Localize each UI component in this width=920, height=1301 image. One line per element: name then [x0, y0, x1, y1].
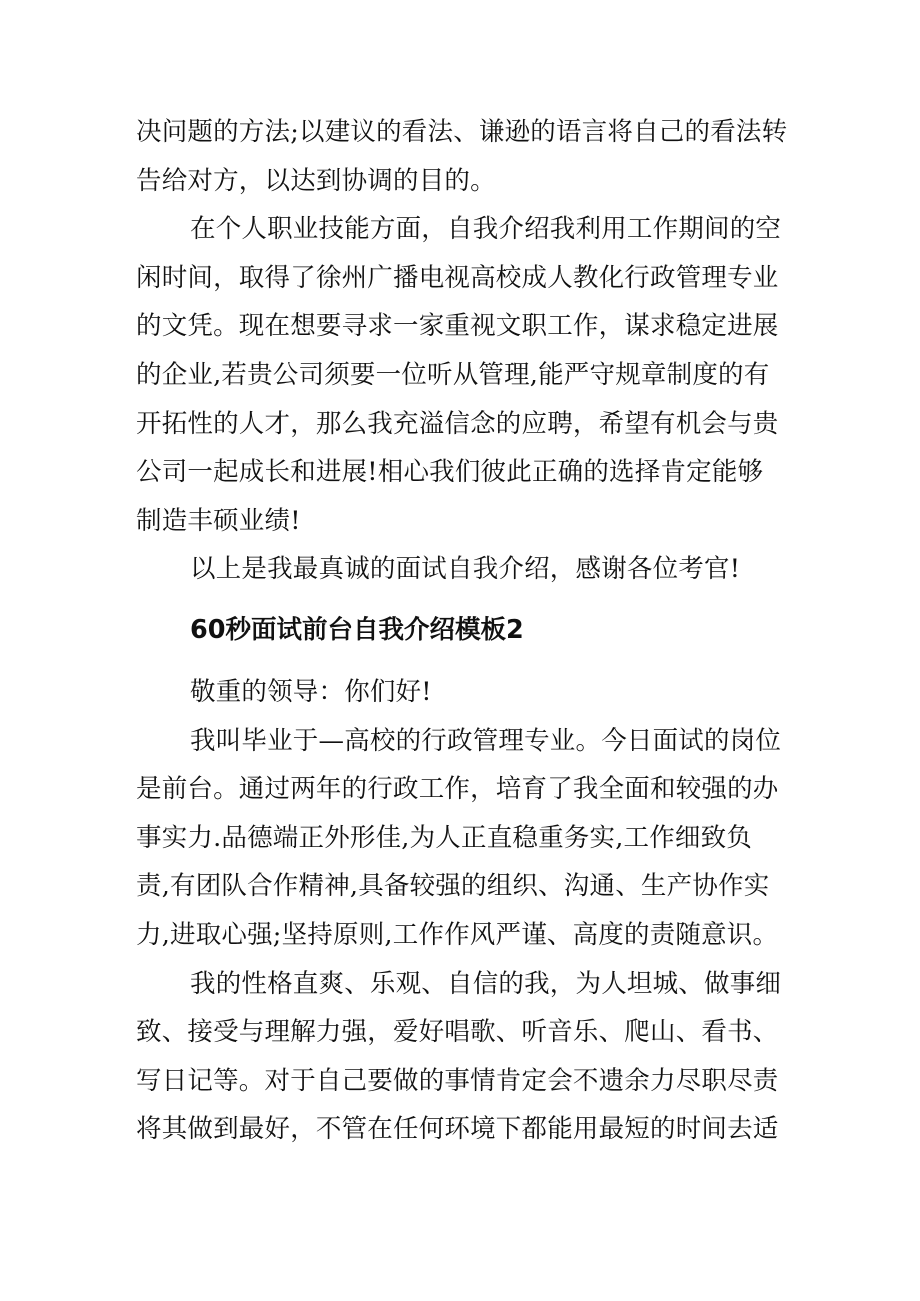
text-line: 写日记等。对于自己要做的事情肯定会不遗余力尽职尽责 — [136, 1065, 779, 1096]
text-line: 的文凭。现在想要寻求一家重视文职工作，谋求稳定进展 — [136, 311, 779, 342]
text-line: 开拓性的人才，那么我充溢信念的应聘，希望有机会与贵 — [136, 408, 779, 439]
document-body — [136, 108, 796, 1154]
text-line: 决问题的方法;以建议的看法、谦逊的语言将自己的看法转 — [136, 117, 788, 147]
text-line: 告给对方，以达到协调的目的。 — [136, 165, 496, 196]
text-line: 制造丰硕业绩! — [136, 505, 301, 536]
text-line: 公司一起成长和进展!相心我们彼此正确的选择肯定能够 — [136, 457, 764, 488]
salutation: 敬重的领导：你们好! — [190, 676, 432, 707]
paragraph-start: 我叫毕业于—高校的行政管理专业。今日面试的岗位 — [190, 725, 782, 756]
closing-paragraph: 以上是我最真诚的面试自我介绍，感谢各位考官! — [190, 554, 741, 585]
text-line: 事实力.品德端正外形佳,为人正直稳重务实,工作细致负 — [136, 822, 753, 853]
text-line: 将其做到最好，不管在任何环境下都能用最短的时间去适 — [136, 1114, 779, 1145]
text-line: 闲时间，取得了徐州广播电视高校成人教化行政管理专业 — [136, 262, 779, 293]
paragraph-start: 在个人职业技能方面，自我介绍我利用工作期间的空 — [190, 214, 782, 245]
section-heading: 60秒面试前台自我介绍模板2 — [190, 614, 524, 645]
text-line: 责,有团队合作精神,具备较强的组织、沟通、生产协作实 — [136, 871, 770, 902]
text-line: 是前台。通过两年的行政工作，培育了我全面和较强的办 — [136, 774, 779, 805]
paragraph-start: 我的性格直爽、乐观、自信的我，为人坦城、做事细 — [190, 968, 782, 999]
text-line: 致、接受与理解力强，爱好唱歌、听音乐、爬山、看书、 — [136, 1017, 779, 1048]
text-line: 的企业,若贵公司须要一位听从管理,能严守规章制度的有 — [136, 359, 770, 390]
text-line: 力,进取心强;坚持原则,工作作风严谨、高度的责随意识。 — [136, 919, 779, 950]
